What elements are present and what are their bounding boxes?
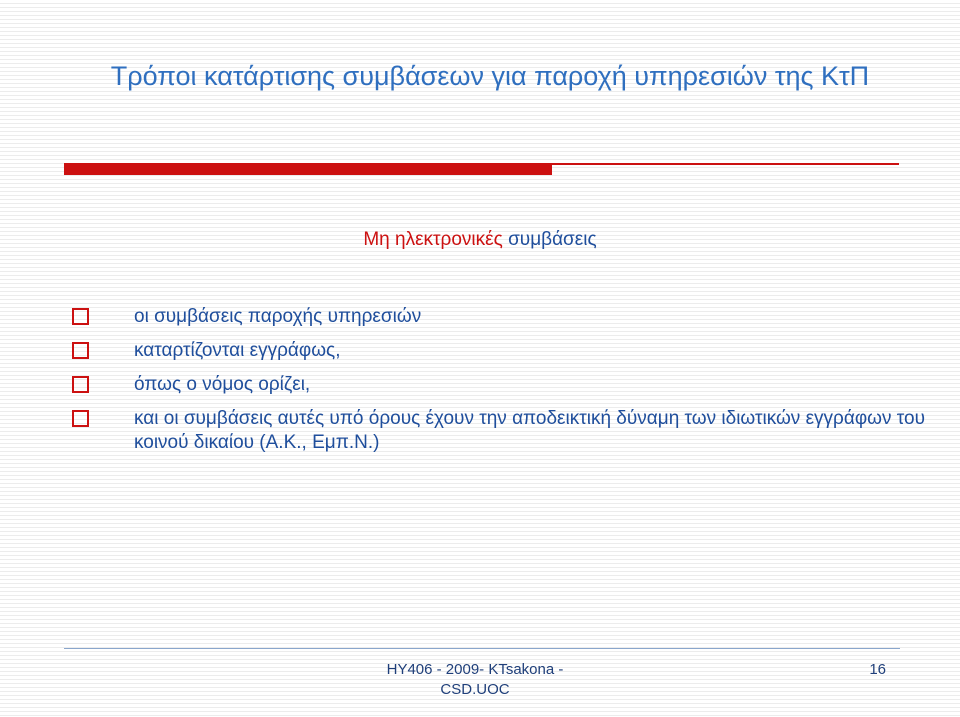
square-bullet-icon (72, 410, 89, 427)
subtitle-rest: συμβάσεις (502, 229, 597, 250)
square-bullet-icon (72, 376, 89, 393)
square-bullet-icon (72, 342, 89, 359)
bullet-item (72, 305, 932, 329)
page-number: 16 (869, 661, 886, 678)
bullet-text: και οι συμβάσεις αυτές υπό όρους έχουν την αποδεικτική δύναμη των ιδιωτικών εγγράφων του κοινού δικαίου (Α.Κ., Εμπ.Ν.) (134, 408, 925, 453)
title-divider-line (552, 163, 899, 165)
slide-title: Τρόποι κατάρτισης συμβάσεων για παροχή υπηρεσιών της ΚτΠ (110, 61, 870, 91)
slide-subtitle (0, 227, 960, 253)
bullet-item (72, 373, 932, 397)
bullet-item (72, 339, 932, 363)
subtitle-highlight: Μη ηλεκτρονικές (363, 229, 503, 250)
bullet-text: οι συμβάσεις παροχής υπηρεσιών (134, 306, 422, 327)
bullet-text: όπως ο νόμος ορίζει, (134, 374, 311, 395)
footer-divider (64, 648, 900, 649)
title-divider-bar (64, 163, 552, 175)
bullet-item (72, 407, 932, 455)
bullet-text: καταρτίζονται εγγράφως, (134, 340, 341, 361)
bullet-list (72, 305, 932, 465)
footer-text: HY406 - 2009- KTsakona - CSD.UOC (386, 661, 564, 698)
square-bullet-icon (72, 308, 89, 325)
